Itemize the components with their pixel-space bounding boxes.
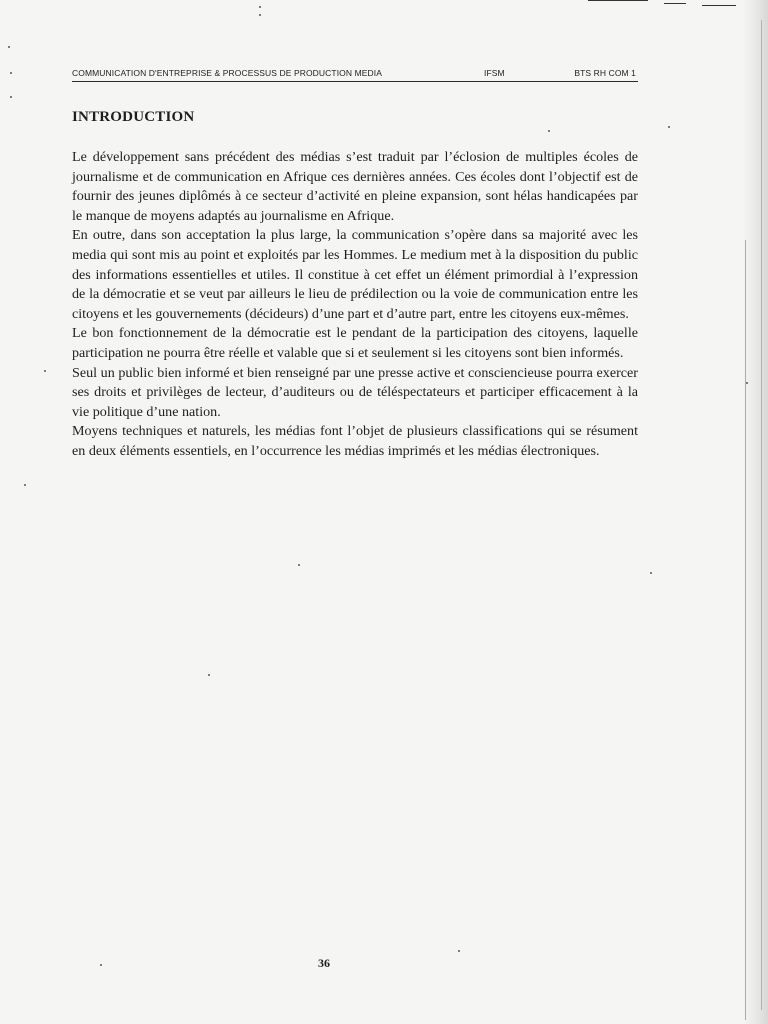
scan-top-mark <box>664 3 686 4</box>
paragraph: En outre, dans son acceptation la plus large, la communication s’opère dans sa majorité avec les media qui sont mis au point et exploités par les Hommes. Le medium met à la disposition du public des informations essentielles et utiles. Il constitue à cet effet un élément primordial à l’expression de la démocratie et se veut par ailleurs le lieu de prédilection ou la voie de communication entre les citoyens et les gouvernements (décideurs) d’une part et d’autre part, entre les citoyens eux-mêmes. <box>72 227 638 322</box>
scan-speck <box>100 964 102 966</box>
paragraph: Seul un public bien informé et bien renseigné par une presse active et consciencieuse pourra exercer ses droits et privilèges de lecteur, d’auditeurs ou de téléspectateurs et participer efficacement à la vie politique d’une nation. <box>72 364 638 420</box>
scan-speck <box>746 382 748 384</box>
scan-speck <box>44 370 46 372</box>
scan-top-mark <box>588 0 648 1</box>
section-heading: INTRODUCTION <box>72 109 195 125</box>
scan-speck <box>259 14 261 16</box>
header-course-title: COMMUNICATION D'ENTREPRISE & PROCESSUS DE PRODUCTION MEDIA <box>72 68 382 78</box>
scan-speck <box>10 72 12 74</box>
scan-speck <box>24 484 26 486</box>
scan-speck <box>650 572 652 574</box>
header-class: BTS RH COM 1 <box>574 68 636 78</box>
scan-speck <box>8 46 10 48</box>
paragraph: Moyens techniques et naturels, les médias font l’objet de plusieurs classifications qui se résument en deux éléments essentiels, en l’occurrence les médias imprimés et les médias électroniques. <box>72 423 638 459</box>
scan-speck <box>298 564 300 566</box>
scan-speck <box>10 96 12 98</box>
scan-edge-line <box>761 20 762 1010</box>
paragraph: Le bon fonctionnement de la démocratie est le pendant de la participation des citoyens, laquelle participation ne pourra être réelle et valable que si et seulement si les citoyens sont bien informés. <box>72 325 638 361</box>
body-text <box>72 148 638 462</box>
scan-edge-line <box>745 240 746 1020</box>
paragraph: Le développement sans précédent des médias s’est traduit par l’éclosion de multiples écoles de journalisme et de communication en Afrique ces dernières années. Ces écoles dont l’objectif est de fournir des jeunes diplômés à ce secteur d’activité en pleine expansion, sont hélas handicapées par le manque de moyens adaptés au journalisme en Afrique. <box>72 149 638 224</box>
scan-top-mark <box>702 5 736 6</box>
scan-speck <box>548 130 550 132</box>
page-number: 36 <box>318 956 330 970</box>
running-header <box>72 67 638 82</box>
scan-speck <box>668 126 670 128</box>
scan-speck <box>208 674 210 676</box>
header-school: IFSM <box>484 68 505 78</box>
scan-speck <box>259 6 261 8</box>
scan-speck <box>458 950 460 952</box>
